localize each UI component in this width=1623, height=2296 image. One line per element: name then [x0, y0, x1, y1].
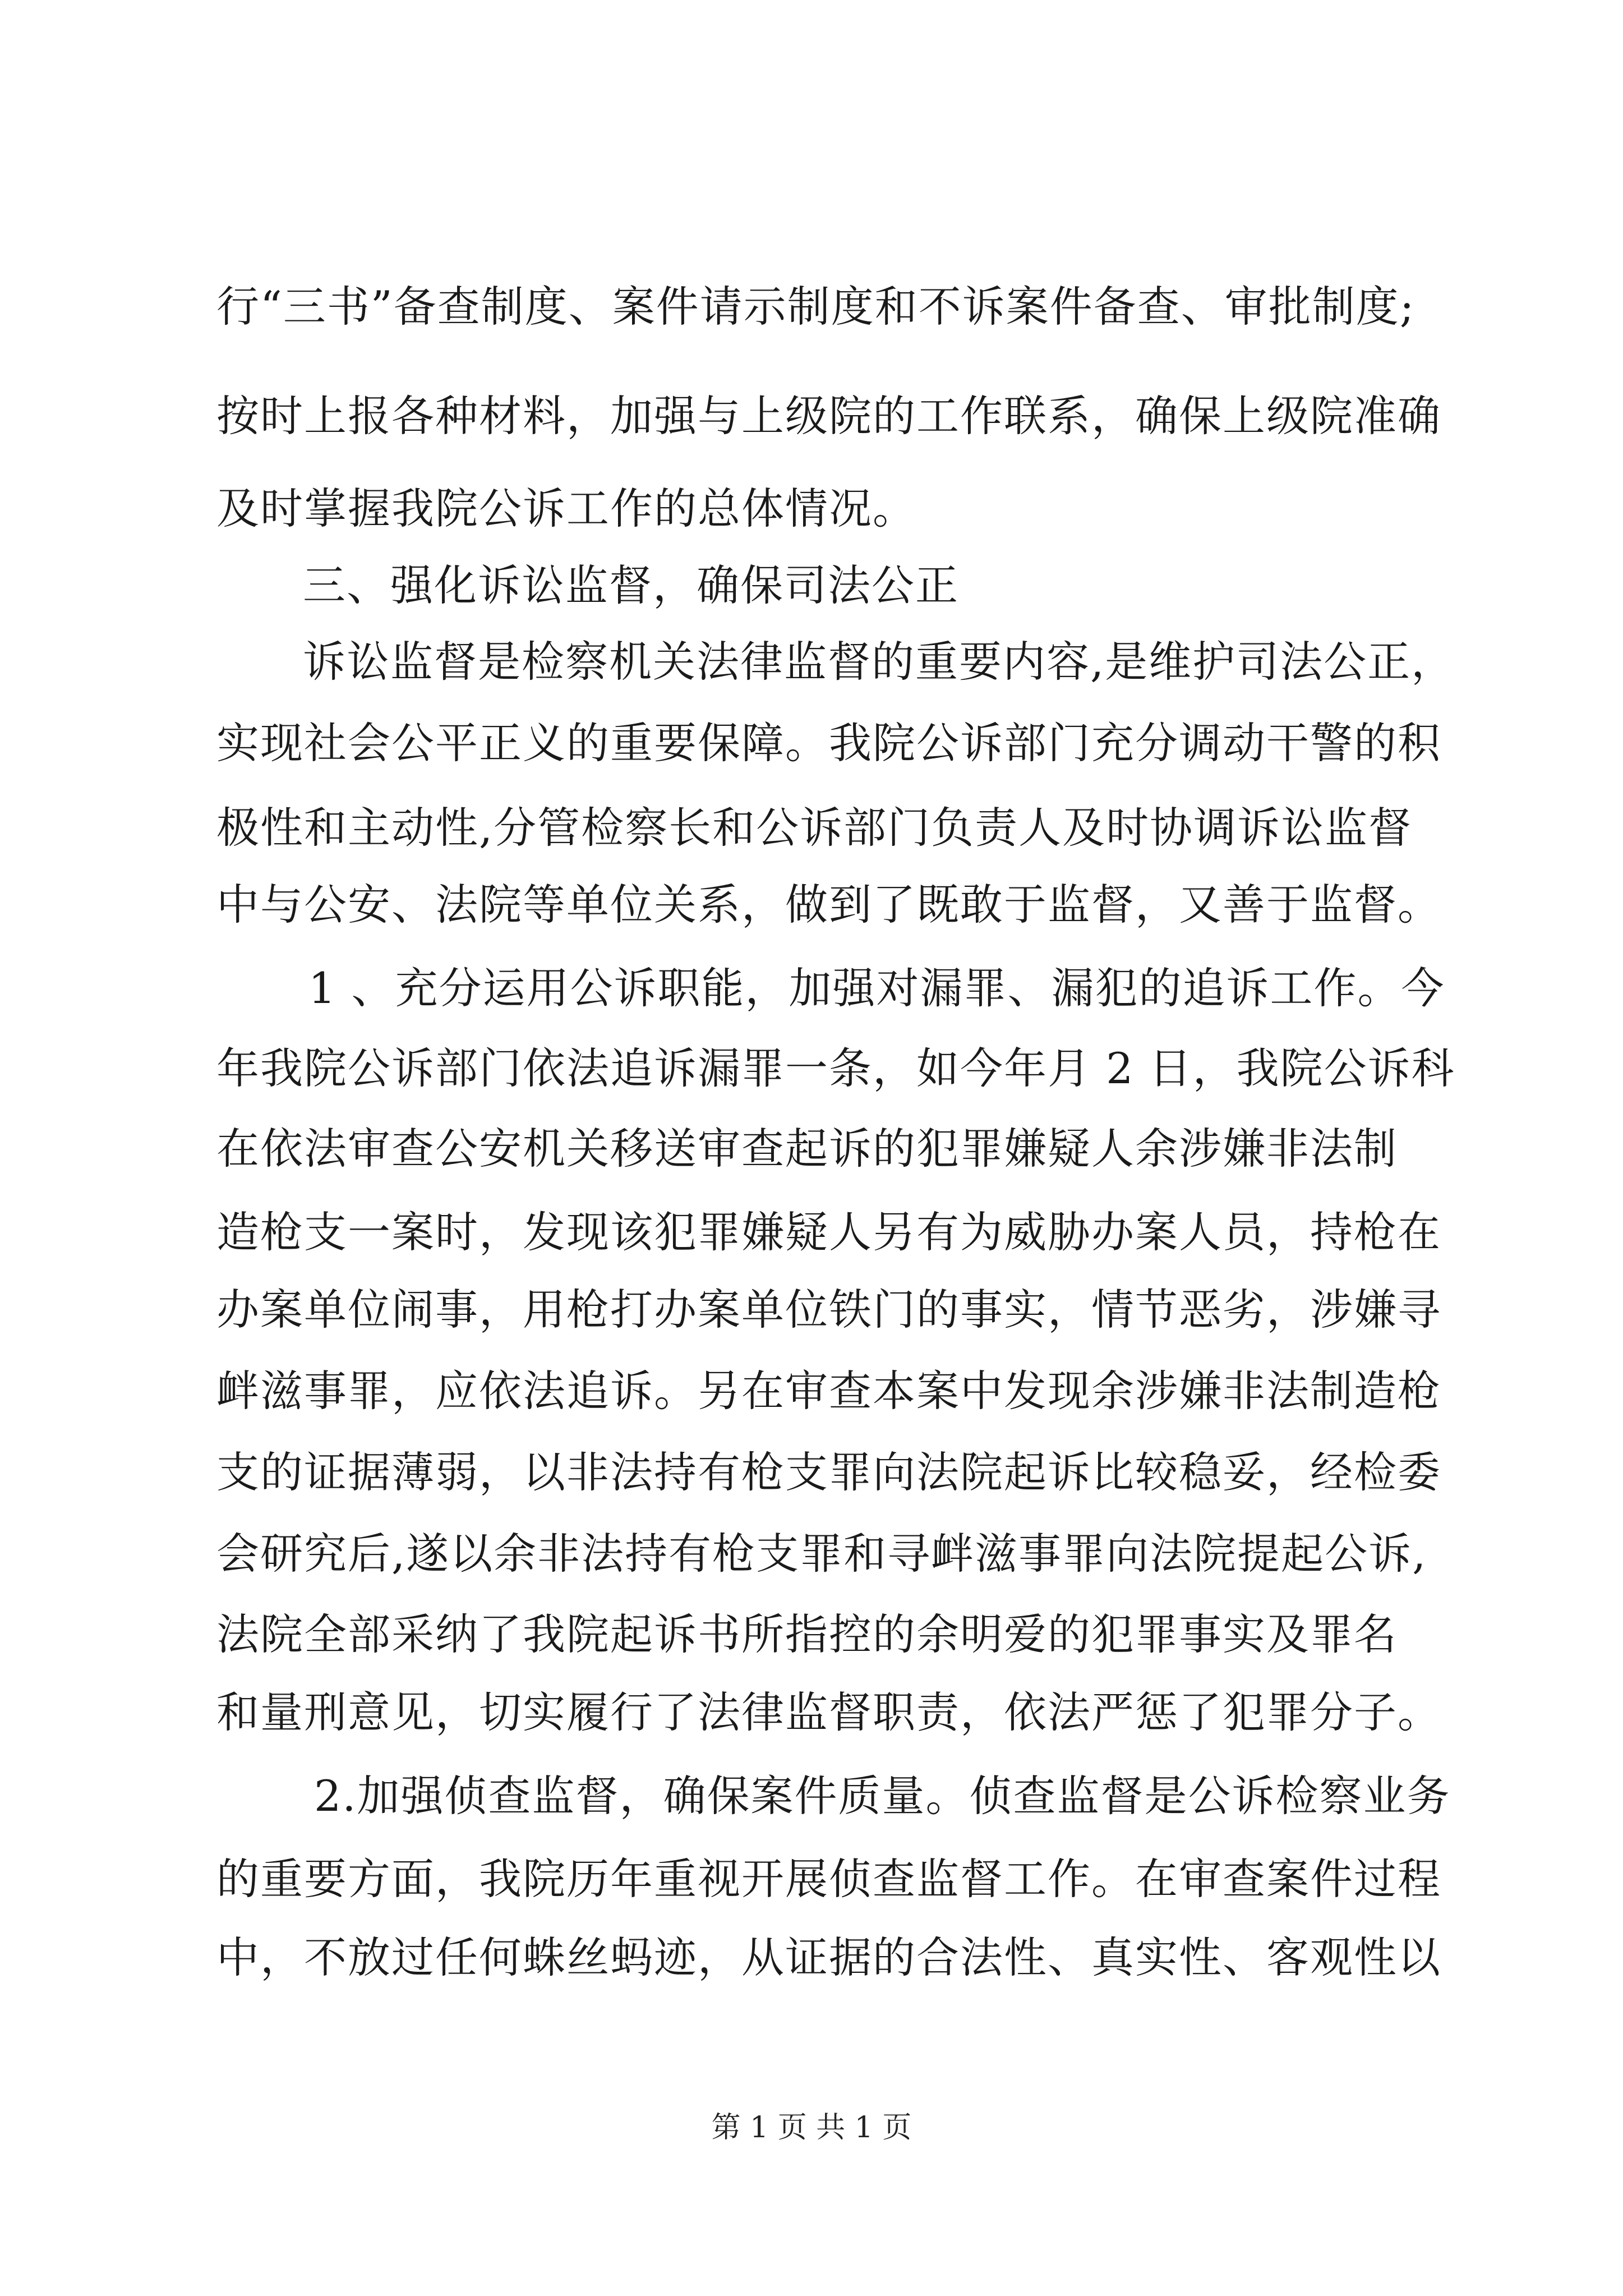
text-line: 2.加强侦查监督，确保案件质量。侦查监督是公诉检察业务	[314, 1771, 1451, 1821]
text-line: 及时掌握我院公诉工作的总体情况。	[216, 484, 916, 533]
text-line: 实现社会公平正义的重要保障。我院公诉部门充分调动干警的积	[216, 718, 1441, 768]
text-line: 诉讼监督是检察机关法律监督的重要内容,是维护司法公正，	[303, 637, 1455, 687]
text-line: 中与公安、法院等单位关系，做到了既敢于监督，又善于监督。	[216, 880, 1441, 930]
text-line: 支的证据薄弱，以非法持有枪支罪向法院起诉比较稳妥，经检委	[216, 1447, 1441, 1497]
text-line: 1 、充分运用公诉职能，加强对漏罪、漏犯的追诉工作。今	[308, 963, 1445, 1013]
text-line: 按时上报各种材料，加强与上级院的工作联系，确保上级院准确	[216, 391, 1441, 441]
section-heading: 三、强化诉讼监督，确保司法公正	[303, 560, 959, 610]
text-line: 和量刑意见，切实履行了法律监督职责，依法严惩了犯罪分子。	[216, 1687, 1441, 1737]
text-line: 年我院公诉部门依法追诉漏罪一条，如今年月 2 日，我院公诉科	[216, 1043, 1455, 1093]
text-line: 行“三书”备查制度、案件请示制度和不诉案件备查、审批制度;	[216, 282, 1415, 332]
text-line: 会研究后,遂以余非法持有枪支罪和寻衅滋事罪向法院提起公诉,	[216, 1529, 1427, 1579]
text-line: 法院全部采纳了我院起诉书所指控的余明爱的犯罪事实及罪名	[216, 1609, 1398, 1659]
text-line: 的重要方面，我院历年重视开展侦查监督工作。在审查案件过程	[216, 1854, 1441, 1904]
text-line: 造枪支一案时，发现该犯罪嫌疑人另有为威胁办案人员，持枪在	[216, 1207, 1441, 1257]
page-footer: 第 1 页 共 1 页	[711, 2111, 912, 2145]
text-line: 在依法审查公安机关移送审查起诉的犯罪嫌疑人余涉嫌非法制	[216, 1124, 1398, 1174]
text-line: 中，不放过任何蛛丝蚂迹，从证据的合法性、真实性、客观性以	[216, 1932, 1441, 1982]
text-line: 办案单位闹事，用枪打办案单位铁门的事实，情节恶劣，涉嫌寻	[216, 1285, 1441, 1335]
text-line: 衅滋事罪，应依法追诉。另在审查本案中发现余涉嫌非法制造枪	[216, 1366, 1441, 1416]
text-line: 极性和主动性,分管检察长和公诉部门负责人及时协调诉讼监督	[216, 803, 1413, 853]
